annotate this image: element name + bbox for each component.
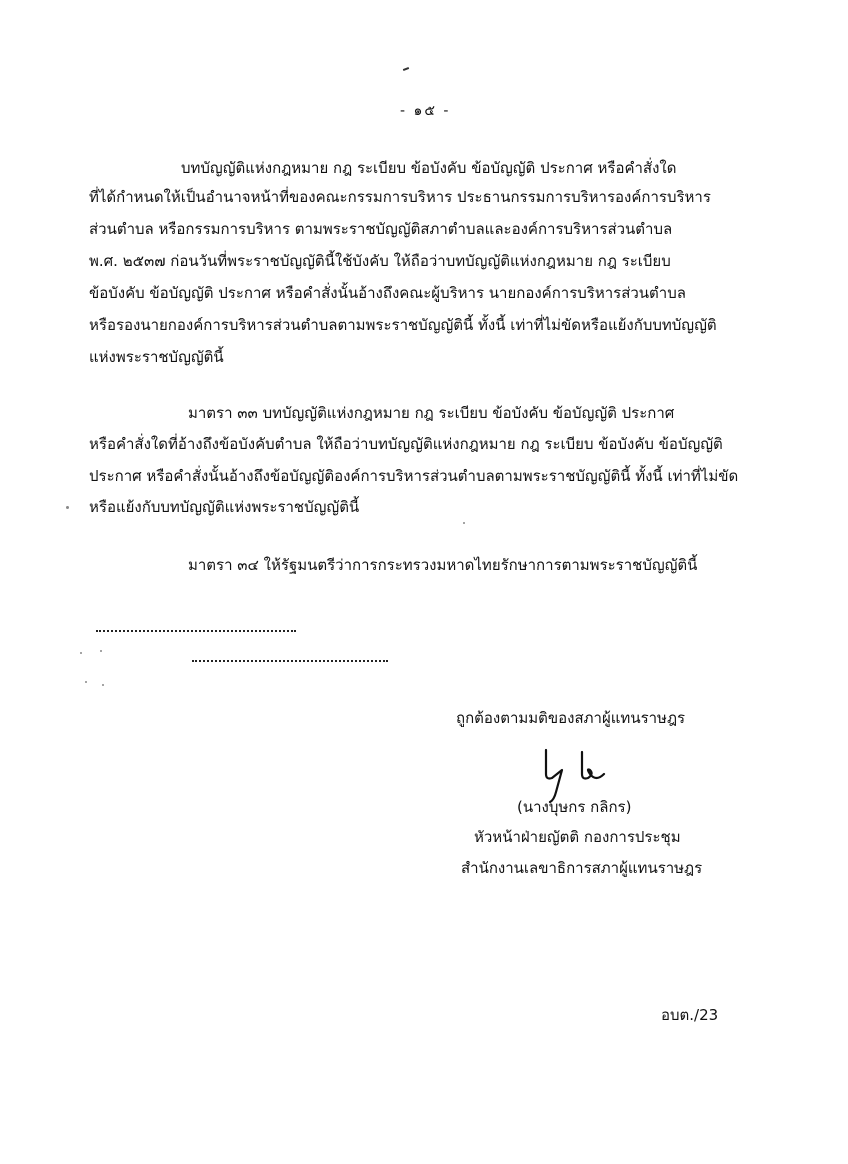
paragraph-2-line-1: มาตรา ๓๓ บทบัญญัติแห่งกฎหมาย กฎ ระเบียบ ข้อบังคับ ข้อบัญญัติ ประกาศ <box>188 404 675 422</box>
paragraph-1-line-3: ส่วนตำบล หรือกรรมการบริหาร ตามพระราชบัญญัติสภาตำบลและองค์การบริหารส่วนตำบล <box>89 220 673 238</box>
handwritten-signature <box>538 744 618 804</box>
dotted-separator-2 <box>192 660 388 662</box>
signatory-office: สำนักงานเลขาธิการสภาผู้แทนราษฎร <box>461 859 703 877</box>
scan-mark <box>403 67 409 71</box>
paragraph-2-line-2: หรือคำสั่งใดที่อ้างถึงข้อบังคับตำบล ให้ถือว่าบทบัญญัติแห่งกฎหมาย กฎ ระเบียบ ข้อบังคับ ข้อบัญญัติ <box>89 435 723 453</box>
paragraph-1-line-7: แห่งพระราชบัญญัตินี้ <box>89 348 224 366</box>
signatory-position: หัวหน้าฝ่ายญัตติ กองการประชุม <box>474 828 681 846</box>
scan-speck <box>100 650 102 652</box>
paragraph-3-line: มาตรา ๓๔ ให้รัฐมนตรีว่าการกระทรวงมหาดไทยรักษาการตามพระราชบัญญัตินี้ <box>188 556 698 574</box>
paragraph-1-line-5: ข้อบังคับ ข้อบัญญัติ ประกาศ หรือคำสั่งนั้นอ้างถึงคณะผู้บริหาร นายกองค์การบริหารส่วนตำบล <box>89 284 686 302</box>
paragraph-1-line-1: บทบัญญัติแห่งกฎหมาย กฎ ระเบียบ ข้อบังคับ ข้อบัญญัติ ประกาศ หรือคำสั่งใด <box>181 159 677 177</box>
page-number: - ๑๕ - <box>400 103 451 119</box>
scan-speck <box>66 506 69 509</box>
paragraph-2-line-4: หรือแย้งกับบทบัญญัติแห่งพระราชบัญญัตินี้ <box>89 498 360 516</box>
scan-speck <box>85 681 87 683</box>
dotted-separator-1 <box>96 630 296 632</box>
scan-speck <box>463 522 465 524</box>
signatory-name: (นางบุษกร กลิกร) <box>517 798 632 816</box>
paragraph-1-line-2: ที่ได้กำหนดให้เป็นอำนาจหน้าที่ของคณะกรรมการบริหาร ประธานกรรมการบริหารองค์การบริหาร <box>89 188 711 206</box>
scan-speck <box>80 652 82 654</box>
paragraph-1-line-6: หรือรองนายกองค์การบริหารส่วนตำบลตามพระราชบัญญัตินี้ ทั้งนี้ เท่าที่ไม่ขัดหรือแย้งกับบทบัญญัติ <box>89 316 717 334</box>
paragraph-2-line-3: ประกาศ หรือคำสั่งนั้นอ้างถึงข้อบัญญัติองค์การบริหารส่วนตำบลตามพระราชบัญญัตินี้ ทั้งนี้ เท่าที่ไม่ขัด <box>89 467 739 485</box>
paragraph-1-line-4: พ.ศ. ๒๕๓๗ ก่อนวันที่พระราชบัญญัตินี้ใช้บังคับ ให้ถือว่าบทบัญญัติแห่งกฎหมาย กฎ ระเบียบ <box>89 252 671 270</box>
scan-speck <box>102 684 104 686</box>
certification-statement: ถูกต้องตามมติของสภาผู้แทนราษฎร <box>456 709 686 727</box>
document-code: อบต./23 <box>661 1006 719 1024</box>
